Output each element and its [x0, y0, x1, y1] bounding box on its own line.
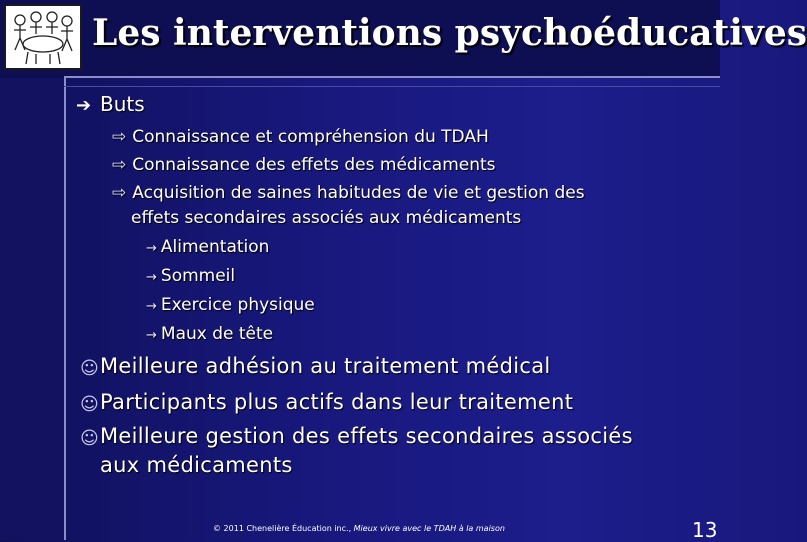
page-number: 13 — [692, 518, 718, 542]
small-arrow-icon: → — [146, 299, 157, 314]
sub-bullet-continuation: effets secondaires associés aux médicaments — [131, 208, 522, 228]
main-bullet: Meilleure gestion des effets secondaires associés — [100, 424, 633, 448]
smiley-bullet-icon: ☺ — [80, 428, 99, 449]
horizontal-rule — [64, 76, 720, 78]
main-bullet: Meilleure adhésion au traitement médical — [100, 354, 551, 378]
sub-sub-bullet: → Maux de tête — [146, 324, 274, 344]
small-arrow-icon: → — [146, 328, 157, 343]
vertical-rule — [64, 76, 66, 540]
small-arrow-icon: → — [146, 270, 157, 285]
smiley-bullet-icon: ☺ — [80, 358, 99, 379]
sub-bullet: ⇨ Connaissance des effets des médicaments — [112, 155, 496, 175]
sub-sub-bullet: → Sommeil — [146, 266, 236, 286]
book-title: Mieux vivre avec le TDAH à la maison — [353, 524, 505, 533]
sub-bullet: ⇨ Connaissance et compréhension du TDAH — [112, 127, 489, 147]
hollow-arrow-icon: ⇨ — [112, 127, 127, 147]
sub-sub-bullet: → Alimentation — [146, 237, 270, 257]
hollow-arrow-icon: ⇨ — [112, 155, 127, 175]
main-bullet: Participants plus actifs dans leur traitement — [100, 390, 574, 414]
main-bullet-continuation: aux médicaments — [100, 453, 293, 477]
copyright-footer: © 2011 Chenelière Éducation inc., Mieux vivre avec le TDAH à la maison — [213, 524, 505, 533]
hollow-arrow-icon: ⇨ — [112, 183, 127, 203]
sub-sub-bullet: → Exercice physique — [146, 295, 315, 315]
small-arrow-icon: → — [146, 241, 157, 256]
sub-bullet: ⇨ Acquisition de saines habitudes de vie et gestion des — [112, 183, 585, 203]
group-sketch-logo-icon — [4, 4, 82, 70]
left-strip — [0, 78, 64, 540]
slide-title: Les interventions psychoéducatives — [92, 12, 807, 54]
bullet-buts: Buts — [100, 92, 145, 116]
smiley-bullet-icon: ☺ — [80, 394, 99, 415]
horizontal-rule-thin — [64, 86, 720, 87]
arrow-bullet-icon: ➔ — [76, 95, 92, 116]
